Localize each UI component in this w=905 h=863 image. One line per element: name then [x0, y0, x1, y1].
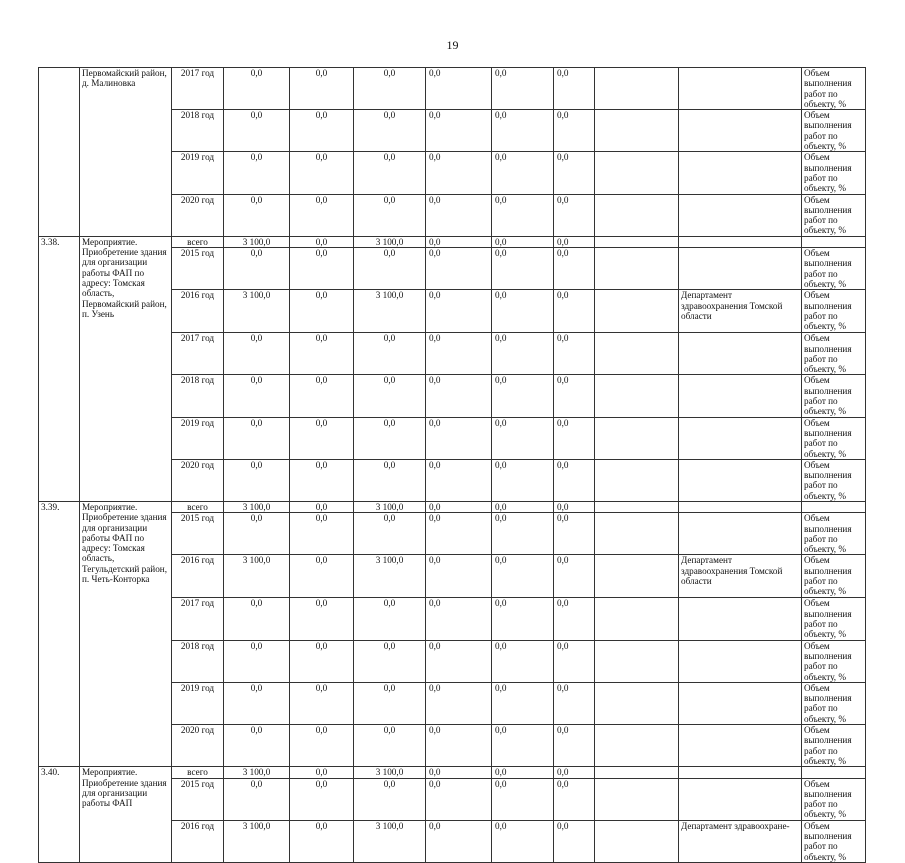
- funding-cell: 0,0: [492, 640, 554, 682]
- funding-cell: 0,0: [492, 459, 554, 501]
- indicator-cell: Объем выполнения работ по объекту, %: [802, 290, 866, 333]
- table-row: [39, 501, 866, 512]
- spacer-cell: [595, 194, 679, 236]
- executor-cell: [679, 333, 802, 375]
- funding-cell: 0,0: [290, 194, 354, 236]
- funding-cell: 3 100,0: [354, 555, 426, 598]
- funding-cell: 0,0: [492, 598, 554, 640]
- executor-cell: [679, 194, 802, 236]
- funding-cell: 0,0: [290, 513, 354, 555]
- indicator-cell: Объем выполнения работ по объекту, %: [802, 375, 866, 417]
- indicator-cell: Объем выполнения работ по объекту, %: [802, 68, 866, 110]
- indicator-cell: [802, 501, 866, 512]
- spacer-cell: [595, 236, 679, 247]
- executor-cell: Департамент здравоохране-: [679, 820, 802, 862]
- funding-cell: 0,0: [290, 767, 354, 778]
- indicator-cell: Объем выполнения работ по объекту, %: [802, 513, 866, 555]
- funding-cell: 0,0: [224, 725, 290, 767]
- funding-cell: 0,0: [354, 417, 426, 459]
- funding-cell: 3 100,0: [354, 290, 426, 333]
- year-cell: 2018 год: [172, 640, 224, 682]
- funding-cell: 0,0: [426, 375, 492, 417]
- executor-cell: [679, 236, 802, 247]
- item-name: Мероприятие. Приобретение здания для организации работы ФАП по адресу: Томская область, Первомайский район, п. Узень: [80, 236, 172, 501]
- year-cell: 2019 год: [172, 152, 224, 194]
- item-number: [39, 68, 80, 237]
- funding-cell: 0,0: [224, 152, 290, 194]
- funding-cell: 0,0: [554, 682, 595, 724]
- indicator-cell: Объем выполнения работ по объекту, %: [802, 682, 866, 724]
- funding-cell: 0,0: [492, 682, 554, 724]
- indicator-cell: Объем выполнения работ по объекту, %: [802, 778, 866, 820]
- indicator-cell: Объем выполнения работ по объекту, %: [802, 640, 866, 682]
- funding-cell: 0,0: [354, 110, 426, 152]
- funding-cell: 0,0: [354, 459, 426, 501]
- funding-cell: 0,0: [554, 194, 595, 236]
- year-cell: 2017 год: [172, 598, 224, 640]
- funding-cell: 0,0: [354, 778, 426, 820]
- funding-cell: 3 100,0: [354, 767, 426, 778]
- spacer-cell: [595, 68, 679, 110]
- funding-cell: 3 100,0: [354, 820, 426, 862]
- funding-cell: 0,0: [554, 68, 595, 110]
- funding-cell: 0,0: [290, 598, 354, 640]
- executor-cell: [679, 598, 802, 640]
- funding-cell: 0,0: [554, 725, 595, 767]
- funding-cell: 0,0: [224, 598, 290, 640]
- funding-cell: 0,0: [554, 501, 595, 512]
- funding-cell: 0,0: [554, 767, 595, 778]
- indicator-cell: [802, 236, 866, 247]
- executor-cell: [679, 682, 802, 724]
- funding-cell: 0,0: [224, 248, 290, 290]
- funding-cell: 0,0: [426, 152, 492, 194]
- table-row: [39, 767, 866, 778]
- funding-cell: 0,0: [354, 333, 426, 375]
- funding-cell: 0,0: [554, 110, 595, 152]
- funding-cell: 0,0: [224, 68, 290, 110]
- funding-cell: 0,0: [224, 640, 290, 682]
- year-cell: 2020 год: [172, 459, 224, 501]
- year-cell: 2015 год: [172, 248, 224, 290]
- funding-cell: 0,0: [290, 110, 354, 152]
- funding-cell: 0,0: [426, 68, 492, 110]
- funding-cell: 0,0: [492, 513, 554, 555]
- year-cell: 2019 год: [172, 417, 224, 459]
- funding-cell: 0,0: [224, 333, 290, 375]
- spacer-cell: [595, 598, 679, 640]
- item-number: 3.40.: [39, 767, 80, 863]
- funding-cell: 0,0: [492, 417, 554, 459]
- spacer-cell: [595, 290, 679, 333]
- funding-cell: 0,0: [554, 417, 595, 459]
- indicator-cell: Объем выполнения работ по объекту, %: [802, 333, 866, 375]
- spacer-cell: [595, 459, 679, 501]
- funding-cell: 3 100,0: [224, 555, 290, 598]
- spacer-cell: [595, 110, 679, 152]
- indicator-cell: Объем выполнения работ по объекту, %: [802, 555, 866, 598]
- funding-cell: 0,0: [492, 110, 554, 152]
- funding-cell: 0,0: [290, 640, 354, 682]
- funding-cell: 0,0: [290, 375, 354, 417]
- funding-cell: 0,0: [224, 682, 290, 724]
- funding-cell: 0,0: [554, 333, 595, 375]
- spacer-cell: [595, 248, 679, 290]
- year-cell: всего: [172, 767, 224, 778]
- funding-cell: 3 100,0: [224, 236, 290, 247]
- funding-cell: 0,0: [554, 778, 595, 820]
- funding-cell: 0,0: [554, 459, 595, 501]
- funding-cell: 0,0: [492, 501, 554, 512]
- funding-cell: 0,0: [290, 248, 354, 290]
- funding-cell: 0,0: [354, 375, 426, 417]
- year-cell: 2020 год: [172, 194, 224, 236]
- funding-cell: 0,0: [224, 375, 290, 417]
- executor-cell: [679, 778, 802, 820]
- funding-cell: 0,0: [224, 778, 290, 820]
- funding-cell: 0,0: [426, 333, 492, 375]
- spacer-cell: [595, 513, 679, 555]
- executor-cell: [679, 640, 802, 682]
- funding-cell: 0,0: [492, 778, 554, 820]
- year-cell: 2016 год: [172, 555, 224, 598]
- year-cell: 2015 год: [172, 778, 224, 820]
- spacer-cell: [595, 725, 679, 767]
- funding-cell: 0,0: [426, 459, 492, 501]
- year-cell: 2017 год: [172, 68, 224, 110]
- funding-cell: 0,0: [492, 68, 554, 110]
- indicator-cell: Объем выполнения работ по объекту, %: [802, 820, 866, 862]
- funding-cell: 0,0: [290, 820, 354, 862]
- item-number: 3.38.: [39, 236, 80, 501]
- funding-cell: 3 100,0: [354, 236, 426, 247]
- funding-cell: 0,0: [354, 152, 426, 194]
- funding-cell: 0,0: [554, 555, 595, 598]
- spacer-cell: [595, 375, 679, 417]
- indicator-cell: Объем выполнения работ по объекту, %: [802, 248, 866, 290]
- year-cell: всего: [172, 501, 224, 512]
- indicator-cell: Объем выполнения работ по объекту, %: [802, 110, 866, 152]
- executor-cell: [679, 248, 802, 290]
- funding-cell: 0,0: [492, 820, 554, 862]
- executor-cell: [679, 513, 802, 555]
- spacer-cell: [595, 555, 679, 598]
- funding-cell: 0,0: [426, 767, 492, 778]
- funding-cell: 0,0: [426, 555, 492, 598]
- funding-cell: 0,0: [426, 640, 492, 682]
- executor-cell: [679, 68, 802, 110]
- table-row: [39, 236, 866, 247]
- funding-cell: 0,0: [224, 513, 290, 555]
- indicator-cell: Объем выполнения работ по объекту, %: [802, 598, 866, 640]
- funding-cell: 0,0: [492, 725, 554, 767]
- funding-cell: 0,0: [354, 725, 426, 767]
- funding-cell: 0,0: [290, 152, 354, 194]
- funding-cell: 0,0: [354, 194, 426, 236]
- page-number: 19: [446, 38, 459, 52]
- funding-cell: 0,0: [426, 194, 492, 236]
- executor-cell: [679, 725, 802, 767]
- year-cell: 2018 год: [172, 375, 224, 417]
- funding-cell: 0,0: [492, 152, 554, 194]
- indicator-cell: [802, 767, 866, 778]
- executor-cell: Департамент здравоохранения Томской области: [679, 290, 802, 333]
- funding-cell: 0,0: [426, 248, 492, 290]
- year-cell: 2015 год: [172, 513, 224, 555]
- table-row: [39, 68, 866, 110]
- funding-cell: 0,0: [290, 501, 354, 512]
- funding-cell: 0,0: [492, 767, 554, 778]
- funding-cell: 0,0: [224, 110, 290, 152]
- year-cell: 2016 год: [172, 820, 224, 862]
- funding-cell: 0,0: [290, 333, 354, 375]
- executor-cell: [679, 110, 802, 152]
- spacer-cell: [595, 152, 679, 194]
- item-name: Мероприятие. Приобретение здания для организации работы ФАП: [80, 767, 172, 863]
- year-cell: 2016 год: [172, 290, 224, 333]
- item-name: Мероприятие. Приобретение здания для организации работы ФАП по адресу: Томская область, Тегульдетский район, п. Четь-Конторка: [80, 501, 172, 766]
- funding-cell: 0,0: [354, 248, 426, 290]
- executor-cell: [679, 767, 802, 778]
- executor-cell: [679, 152, 802, 194]
- funding-cell: 0,0: [290, 68, 354, 110]
- indicator-cell: Объем выполнения работ по объекту, %: [802, 152, 866, 194]
- year-cell: 2017 год: [172, 333, 224, 375]
- indicator-cell: Объем выполнения работ по объекту, %: [802, 725, 866, 767]
- funding-cell: 3 100,0: [224, 767, 290, 778]
- funding-cell: 0,0: [554, 820, 595, 862]
- executor-cell: [679, 459, 802, 501]
- funding-cell: 0,0: [492, 194, 554, 236]
- funding-cell: 0,0: [554, 248, 595, 290]
- funding-cell: 3 100,0: [224, 501, 290, 512]
- funding-cell: 0,0: [426, 236, 492, 247]
- executor-cell: [679, 501, 802, 512]
- indicator-cell: Объем выполнения работ по объекту, %: [802, 417, 866, 459]
- spacer-cell: [595, 767, 679, 778]
- funding-cell: 0,0: [224, 417, 290, 459]
- funding-cell: 0,0: [290, 236, 354, 247]
- funding-cell: 0,0: [554, 375, 595, 417]
- executor-cell: [679, 417, 802, 459]
- funding-cell: 0,0: [426, 417, 492, 459]
- year-cell: 2018 год: [172, 110, 224, 152]
- funding-cell: 0,0: [426, 290, 492, 333]
- funding-cell: 0,0: [554, 598, 595, 640]
- indicator-cell: Объем выполнения работ по объекту, %: [802, 194, 866, 236]
- funding-cell: 0,0: [554, 640, 595, 682]
- funding-cell: 0,0: [492, 290, 554, 333]
- funding-cell: 0,0: [426, 682, 492, 724]
- spacer-cell: [595, 501, 679, 512]
- funding-cell: 0,0: [290, 555, 354, 598]
- funding-cell: 0,0: [426, 598, 492, 640]
- executor-cell: Департамент здравоохранения Томской области: [679, 555, 802, 598]
- spacer-cell: [595, 820, 679, 862]
- spacer-cell: [595, 333, 679, 375]
- funding-cell: 0,0: [290, 682, 354, 724]
- funding-cell: 0,0: [290, 725, 354, 767]
- indicator-cell: Объем выполнения работ по объекту, %: [802, 459, 866, 501]
- funding-cell: 0,0: [426, 513, 492, 555]
- funding-cell: 0,0: [554, 236, 595, 247]
- funding-cell: 0,0: [492, 248, 554, 290]
- item-name: Первомайский район, д. Малиновка: [80, 68, 172, 237]
- funding-cell: 0,0: [224, 194, 290, 236]
- funding-cell: 0,0: [554, 290, 595, 333]
- funding-cell: 0,0: [354, 513, 426, 555]
- funding-cell: 0,0: [290, 778, 354, 820]
- funding-cell: 0,0: [426, 778, 492, 820]
- spacer-cell: [595, 682, 679, 724]
- item-number: 3.39.: [39, 501, 80, 766]
- funding-cell: 0,0: [354, 682, 426, 724]
- funding-cell: 0,0: [554, 152, 595, 194]
- funding-cell: 3 100,0: [224, 290, 290, 333]
- funding-cell: 0,0: [290, 459, 354, 501]
- funding-cell: 0,0: [554, 513, 595, 555]
- funding-cell: 0,0: [224, 459, 290, 501]
- funding-cell: 0,0: [492, 375, 554, 417]
- spacer-cell: [595, 778, 679, 820]
- year-cell: всего: [172, 236, 224, 247]
- funding-cell: 0,0: [290, 417, 354, 459]
- funding-cell: 0,0: [354, 598, 426, 640]
- funding-cell: 0,0: [290, 290, 354, 333]
- funding-cell: 0,0: [426, 725, 492, 767]
- year-cell: 2019 год: [172, 682, 224, 724]
- funding-cell: 0,0: [426, 110, 492, 152]
- funding-cell: 3 100,0: [354, 501, 426, 512]
- funding-cell: 0,0: [492, 236, 554, 247]
- funding-cell: 3 100,0: [224, 820, 290, 862]
- funding-cell: 0,0: [426, 820, 492, 862]
- funding-cell: 0,0: [492, 555, 554, 598]
- funding-cell: 0,0: [492, 333, 554, 375]
- executor-cell: [679, 375, 802, 417]
- spacer-cell: [595, 640, 679, 682]
- funding-cell: 0,0: [354, 640, 426, 682]
- funding-cell: 0,0: [426, 501, 492, 512]
- funding-cell: 0,0: [354, 68, 426, 110]
- year-cell: 2020 год: [172, 725, 224, 767]
- spacer-cell: [595, 417, 679, 459]
- program-table: [38, 67, 866, 863]
